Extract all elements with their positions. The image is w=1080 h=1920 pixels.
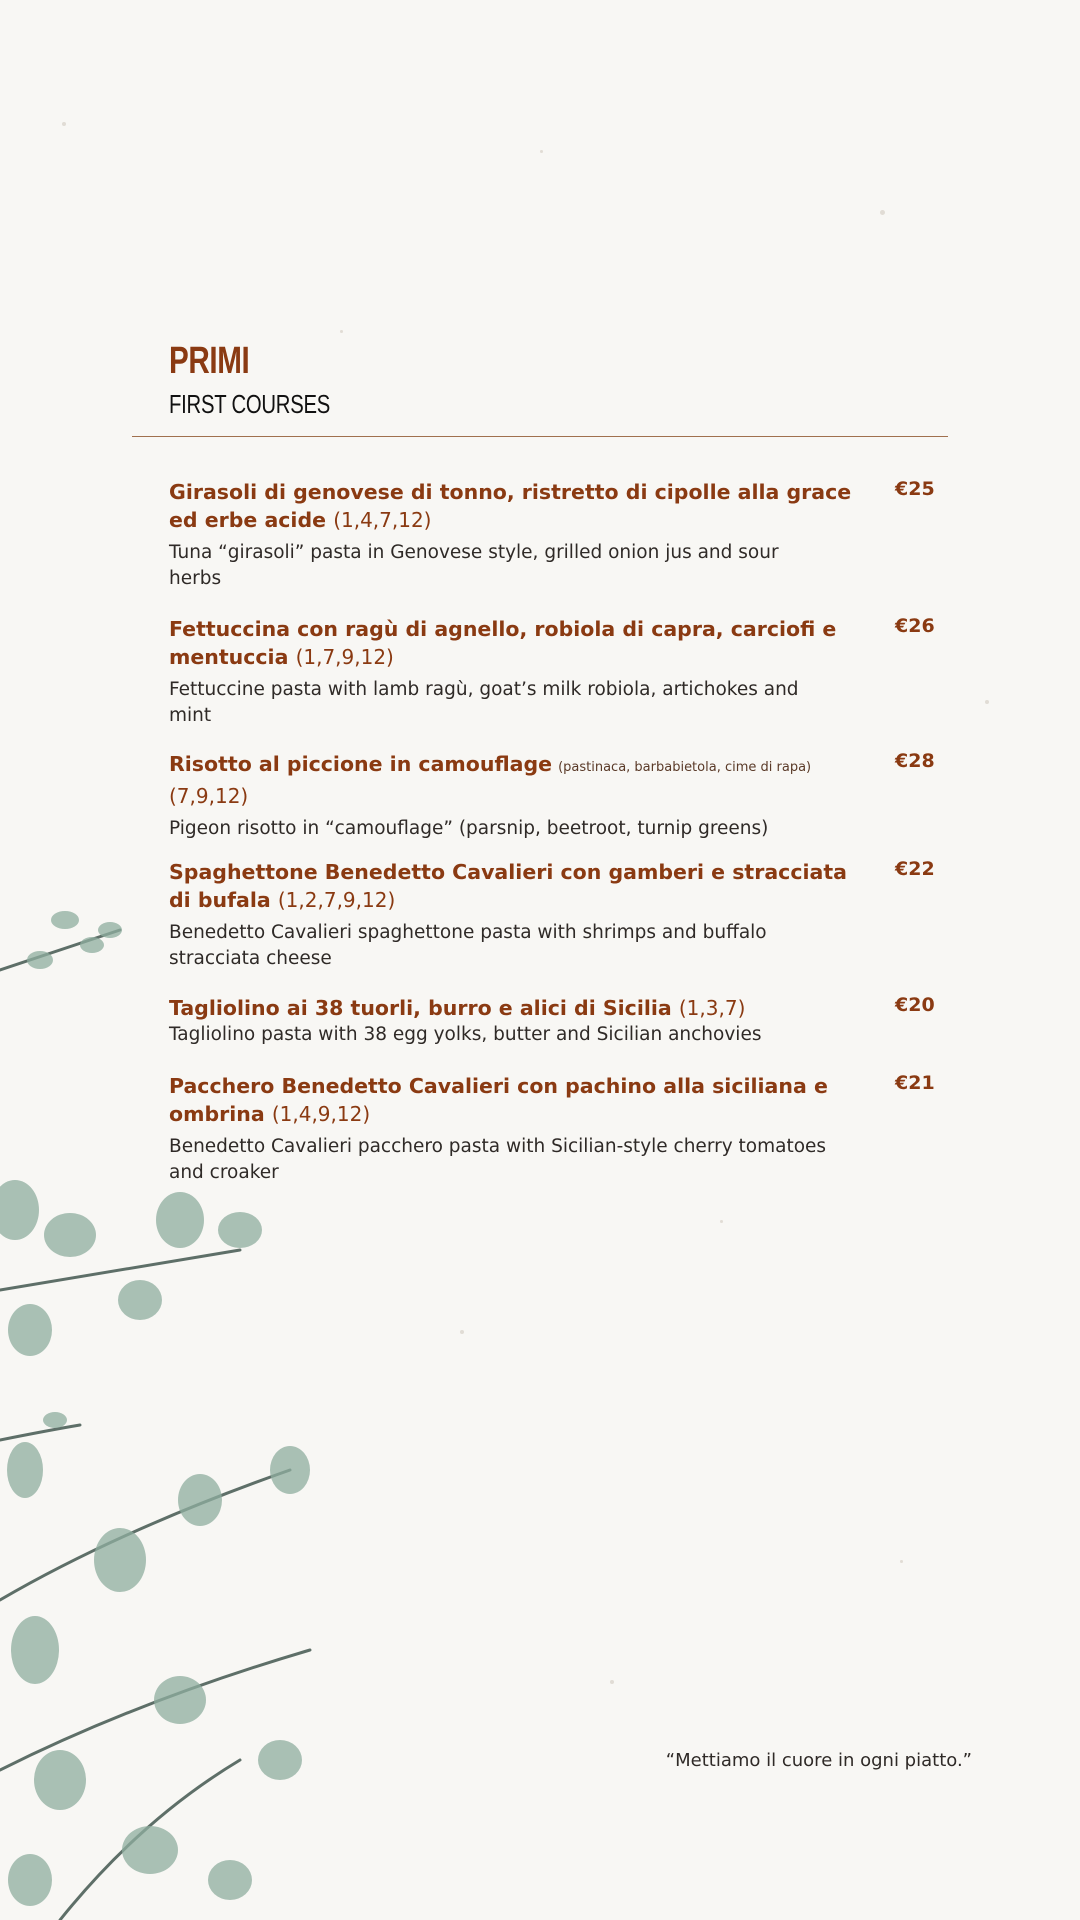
dish-name: Tagliolino ai 38 tuorli, burro e alici di Sicilia — [169, 996, 672, 1020]
dish-description: Pigeon risotto in “camouflage” (parsnip, beetroot, turnip greens) — [169, 818, 769, 839]
menu-item — [169, 858, 1069, 972]
dish-allergens: (7,9,12) — [169, 784, 249, 808]
dish-name: Girasoli di genovese di tonno, ristretto di cipolle alla grace ed erbe acide — [169, 480, 852, 532]
dish-name: Pacchero Benedetto Cavalieri con pachino alla siciliana e ombrina — [169, 1074, 828, 1126]
menu-item — [169, 750, 1069, 842]
dish-name: Fettuccina con ragù di agnello, robiola di capra, carciofi e mentuccia — [169, 617, 837, 669]
dish-price: €21 — [895, 1072, 935, 1094]
dish-price: €20 — [895, 994, 935, 1016]
dish-description: Benedetto Cavalieri spaghettone pasta with shrimps and buffalo stracciata cheese — [169, 922, 767, 969]
section-subtitle: FIRST COURSES — [169, 389, 331, 419]
dish-price: €28 — [895, 750, 935, 772]
dish-price: €22 — [895, 858, 935, 880]
dish-allergens: (1,4,9,12) — [271, 1102, 371, 1126]
section-header — [169, 338, 376, 420]
menu-item — [169, 1072, 1069, 1186]
dish-allergens: (1,2,7,9,12) — [277, 888, 396, 912]
menu-item — [169, 994, 1069, 1048]
section-title: PRIMI — [169, 340, 250, 382]
dish-note: (pastinaca, barbabietola, cime di rapa) — [558, 760, 812, 775]
dish-price: €26 — [895, 615, 935, 637]
dish-allergens: (1,4,7,12) — [333, 508, 432, 532]
dish-description: Benedetto Cavalieri pacchero pasta with Sicilian-style cherry tomatoes and croaker — [169, 1136, 827, 1183]
dish-name: Risotto al piccione in camouflage — [169, 752, 553, 776]
dish-name: Spaghettone Benedetto Cavalieri con gamberi e stracciata di bufala — [169, 860, 847, 912]
dish-allergens: (1,3,7) — [678, 996, 746, 1020]
dish-description: Tagliolino pasta with 38 egg yolks, butter and Sicilian anchovies — [169, 1024, 762, 1045]
dish-description: Fettuccine pasta with lamb ragù, goat’s milk robiola, artichokes and mint — [169, 679, 799, 726]
menu-item — [169, 478, 1069, 592]
menu-item — [169, 615, 1069, 729]
dish-allergens: (1,7,9,12) — [295, 645, 394, 669]
section-divider — [132, 436, 948, 437]
dish-description: Tuna “girasoli” pasta in Genovese style, grilled onion jus and sour herbs — [169, 542, 779, 589]
footer-quote: “Mettiamo il cuore in ogni piatto.” — [665, 1750, 972, 1771]
dish-price: €25 — [895, 478, 935, 500]
